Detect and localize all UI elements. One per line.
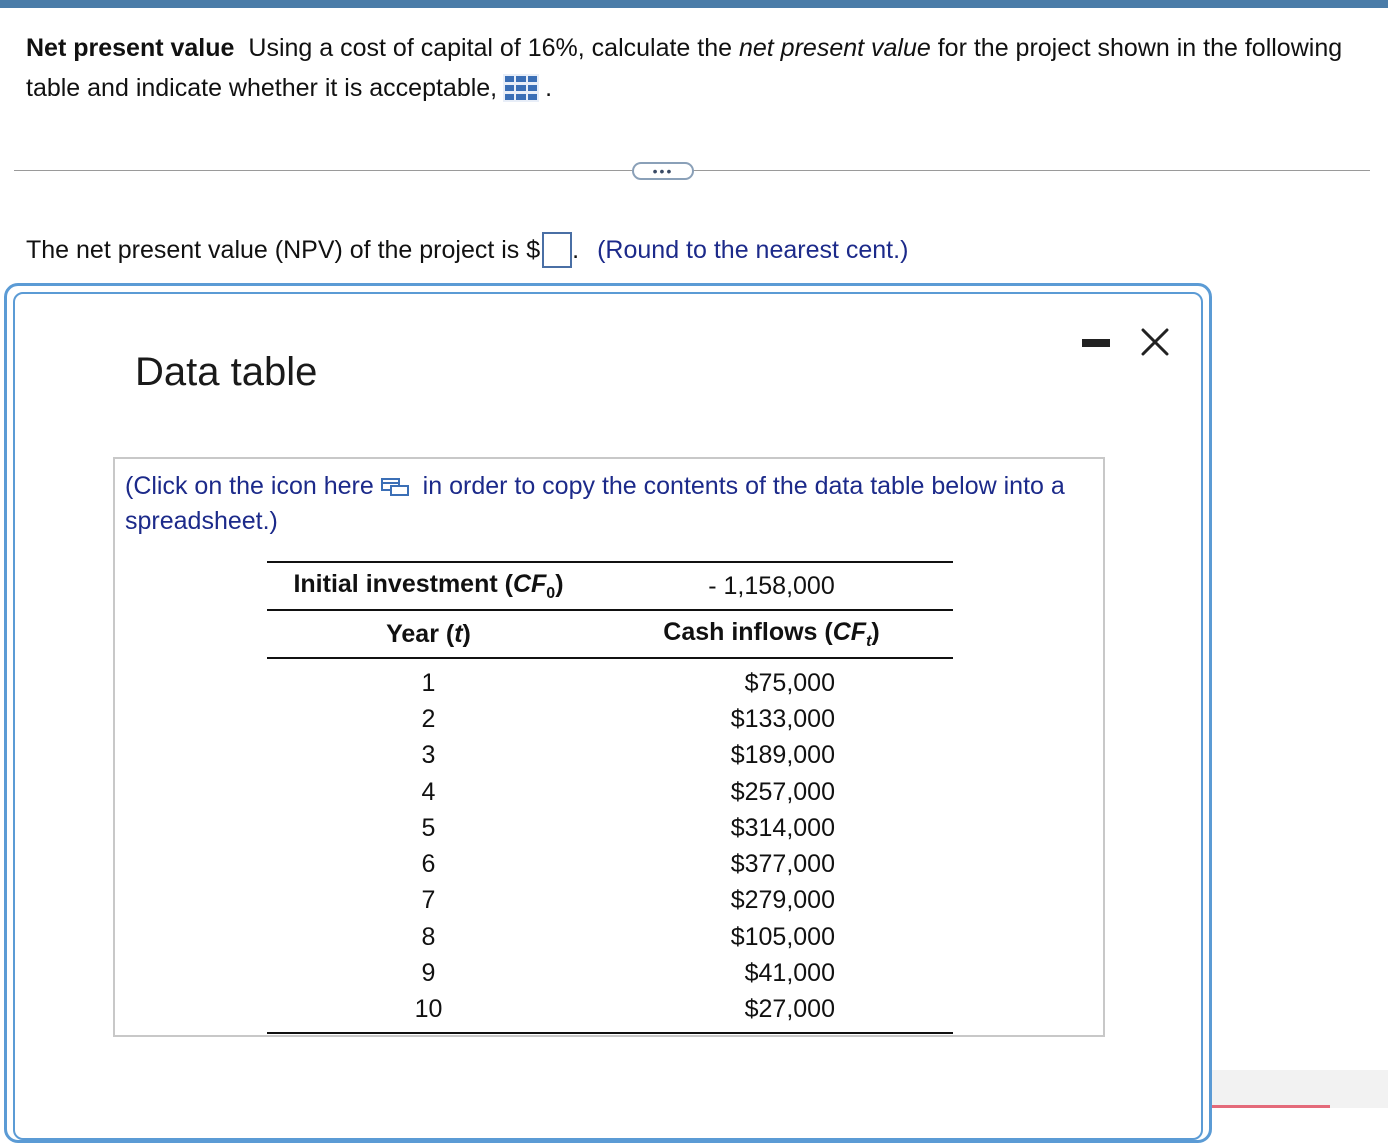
table-row — [267, 810, 953, 846]
data-table-dialog — [4, 283, 1212, 1143]
copy-instructions — [125, 469, 1093, 539]
initial-investment-row — [267, 563, 953, 609]
rounding-note: (Round to the nearest cent.) — [597, 236, 909, 264]
year-cell: 5 — [421, 813, 436, 842]
cash-inflow-cell: $75,000 — [744, 668, 835, 697]
table-row — [267, 701, 953, 737]
year-cell: 9 — [421, 959, 436, 988]
table-row — [267, 846, 953, 882]
answer-suffix: . — [572, 236, 580, 264]
answer-prefix: The net present value (NPV) of the project is $ — [26, 236, 541, 264]
question-text-part-2: for the project shown in the following table and indicate whether it is acceptable, — [26, 34, 1343, 102]
close-icon[interactable] — [1135, 322, 1175, 362]
table-row — [267, 992, 953, 1028]
top-bar — [0, 0, 1388, 8]
answer-prompt — [26, 230, 908, 270]
cash-inflow-cell: $279,000 — [730, 886, 835, 915]
npv-answer-input[interactable] — [542, 232, 572, 268]
table-bottom-rule — [267, 1032, 953, 1034]
cash-inflow-cell: $189,000 — [730, 741, 835, 770]
cash-inflow-cell: $377,000 — [730, 850, 835, 879]
column-header-row — [267, 611, 953, 657]
cash-inflow-cell: $105,000 — [730, 922, 835, 951]
cash-flow-table — [267, 561, 953, 1034]
question-text — [26, 28, 1346, 108]
year-cell: 2 — [421, 704, 436, 733]
year-cell: 7 — [421, 886, 436, 915]
data-panel — [113, 457, 1105, 1037]
cash-inflows-column-header: Cash inflows $(CF_t)$ — [663, 617, 880, 650]
table-body — [267, 659, 953, 1032]
copy-note-part-1: (Click on the icon here — [125, 472, 374, 500]
table-row — [267, 774, 953, 810]
year-cell: 3 — [421, 741, 436, 770]
copy-spreadsheet-icon[interactable] — [380, 473, 410, 495]
more-options-button[interactable]: ••• — [632, 162, 694, 180]
question-topic: Net present value — [26, 34, 235, 62]
question-text-end: . — [545, 74, 553, 102]
copy-note-part-2: in order to copy the contents of the data table below into a spreadsheet.) — [125, 472, 1065, 535]
cash-inflow-cell: $257,000 — [730, 777, 835, 806]
year-cell: 8 — [421, 922, 436, 951]
question-text-part-1: Using a cost of capital of 16%, calculate the — [248, 34, 739, 62]
cash-inflow-cell: $41,000 — [744, 959, 835, 988]
table-row — [267, 883, 953, 919]
year-column-header: Year (t) — [386, 619, 471, 648]
cash-inflow-cell: $133,000 — [730, 704, 835, 733]
table-row — [267, 919, 953, 955]
year-cell: 10 — [414, 995, 443, 1024]
initial-investment-label: Initial investment $(CF_0)$ — [293, 569, 564, 602]
minimize-icon[interactable] — [1080, 337, 1112, 349]
cash-inflow-cell: $27,000 — [744, 995, 835, 1024]
year-cell: 6 — [421, 850, 436, 879]
table-row — [267, 955, 953, 991]
cash-inflow-cell: $314,000 — [730, 813, 835, 842]
year-cell: 1 — [421, 668, 436, 697]
initial-investment-value: - 1,158,000 — [708, 571, 835, 600]
table-row — [267, 738, 953, 774]
dialog-title: Data table — [135, 350, 318, 394]
bottom-toolbar-strip — [1212, 1070, 1388, 1108]
year-cell: 4 — [421, 777, 436, 806]
question-text-italic: net present value — [738, 34, 931, 62]
grid-table-icon[interactable] — [503, 74, 539, 102]
table-row — [267, 665, 953, 701]
